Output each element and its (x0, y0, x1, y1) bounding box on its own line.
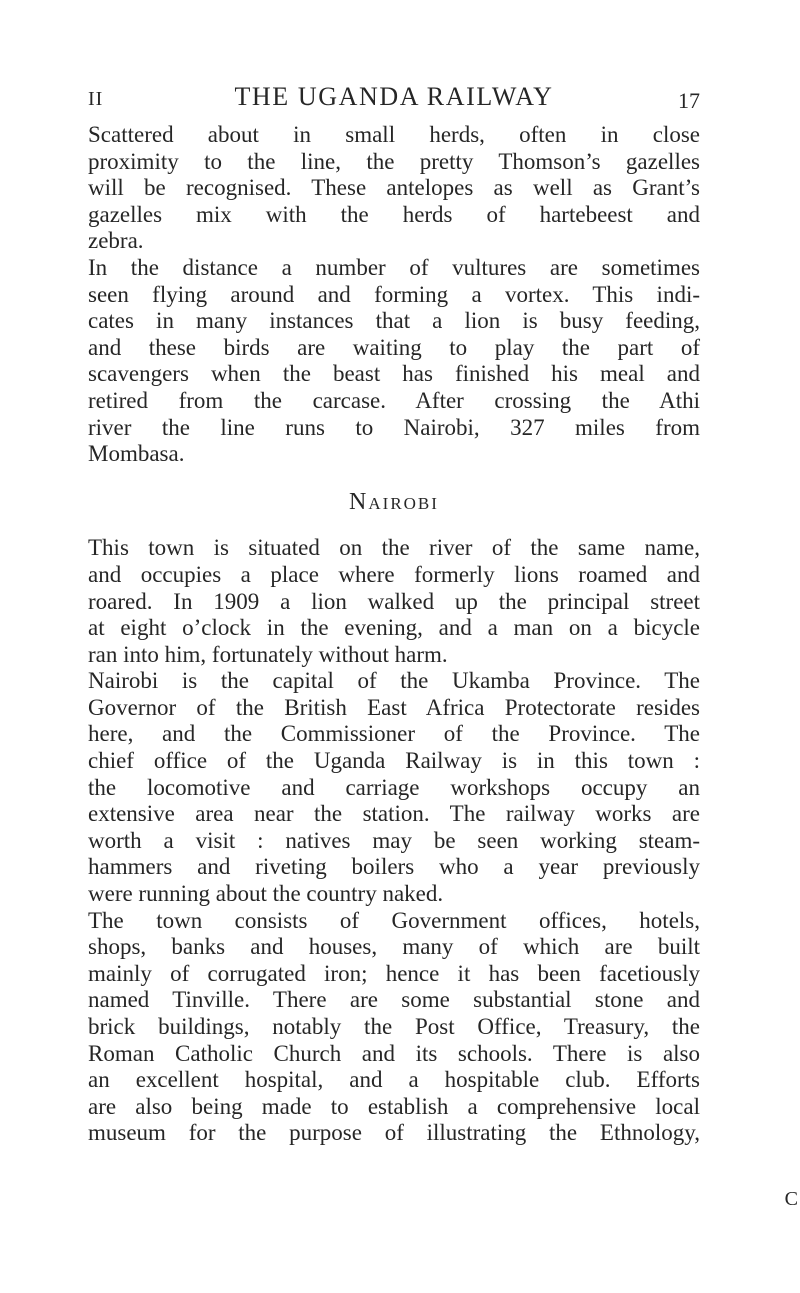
text-line: named Tinville. There are some substantial stone and (88, 987, 700, 1013)
text-line: proximity to the line, the pretty Thomson’s gazelles (88, 148, 700, 174)
text-line: mainly of corrugated iron; hence it has been facetiously (88, 960, 700, 986)
text-line: cates in many instances that a lion is busy feeding, (88, 308, 700, 334)
chapter-number: II (88, 88, 104, 110)
text-line: Scattered about in small herds, often in close (88, 122, 700, 147)
text-line: worth a visit : natives may be seen working steam- (88, 827, 700, 853)
text-line: Governor of the British East Africa Protectorate resides (88, 694, 700, 720)
paragraph (88, 122, 700, 255)
paragraph (88, 908, 700, 1147)
text-line: and occupies a place where formerly lions roamed and (88, 561, 700, 587)
paragraph (88, 668, 700, 907)
text-line: shops, banks and houses, many of which are built (88, 934, 700, 960)
text-line: and these birds are waiting to play the part of (88, 334, 700, 360)
text-line: were running about the country naked. (88, 881, 444, 907)
text-line: the locomotive and carriage workshops occupy an (88, 774, 700, 800)
text-line: roared. In 1909 a lion walked up the principal street (88, 588, 700, 614)
section-heading: Nairobi (349, 488, 439, 515)
text-line: Mombasa. (88, 441, 185, 467)
running-title: THE UGANDA RAILWAY (234, 82, 554, 111)
text-line: at eight o’clock in the evening, and a man on a bicycle (88, 615, 700, 641)
page-number: 17 (678, 88, 700, 113)
running-header (88, 82, 700, 122)
text-line: are also being made to establish a comprehensive local (88, 1093, 700, 1119)
text-line: chief office of the Uganda Railway is in this town : (88, 748, 700, 774)
text-line: hammers and riveting boilers who a year previously (88, 854, 700, 880)
book-page (88, 82, 700, 1147)
text-line: brick buildings, notably the Post Office, Treasury, the (88, 1014, 700, 1039)
text-line: here, and the Commissioner of the Province. The (88, 721, 700, 747)
text-line: This town is situated on the river of the same name, (88, 535, 700, 561)
paragraph (88, 535, 700, 668)
text-line: Nairobi is the capital of the Ukamba Province. The (88, 668, 700, 694)
text-line: retired from the carcase. After crossing the Athi (88, 387, 700, 413)
text-line: zebra. (88, 228, 144, 254)
text-line: Roman Catholic Church and its schools. There is also (88, 1040, 700, 1066)
text-line: The town consists of Government offices, hotels, (88, 907, 700, 933)
text-line: In the distance a number of vultures are sometimes (88, 254, 700, 280)
paragraph (88, 255, 700, 468)
text-line: an excellent hospital, and a hospitable club. Efforts (88, 1067, 700, 1093)
text-line: will be recognised. These antelopes as well as Grant’s (88, 175, 700, 201)
text-line: river the line runs to Nairobi, 327 miles from (88, 414, 700, 440)
text-line: museum for the purpose of illustrating the Ethnology, (88, 1120, 700, 1146)
text-line: extensive area near the station. The railway works are (88, 801, 700, 827)
body-text (88, 122, 700, 1147)
text-line: seen flying around and forming a vortex. This indi- (88, 281, 700, 307)
signature-mark: C (784, 1188, 798, 1210)
text-line: scavengers when the beast has finished his meal and (88, 361, 700, 387)
text-line: gazelles mix with the herds of hartebeest and (88, 201, 700, 227)
text-line: ran into him, fortunately without harm. (88, 641, 448, 667)
